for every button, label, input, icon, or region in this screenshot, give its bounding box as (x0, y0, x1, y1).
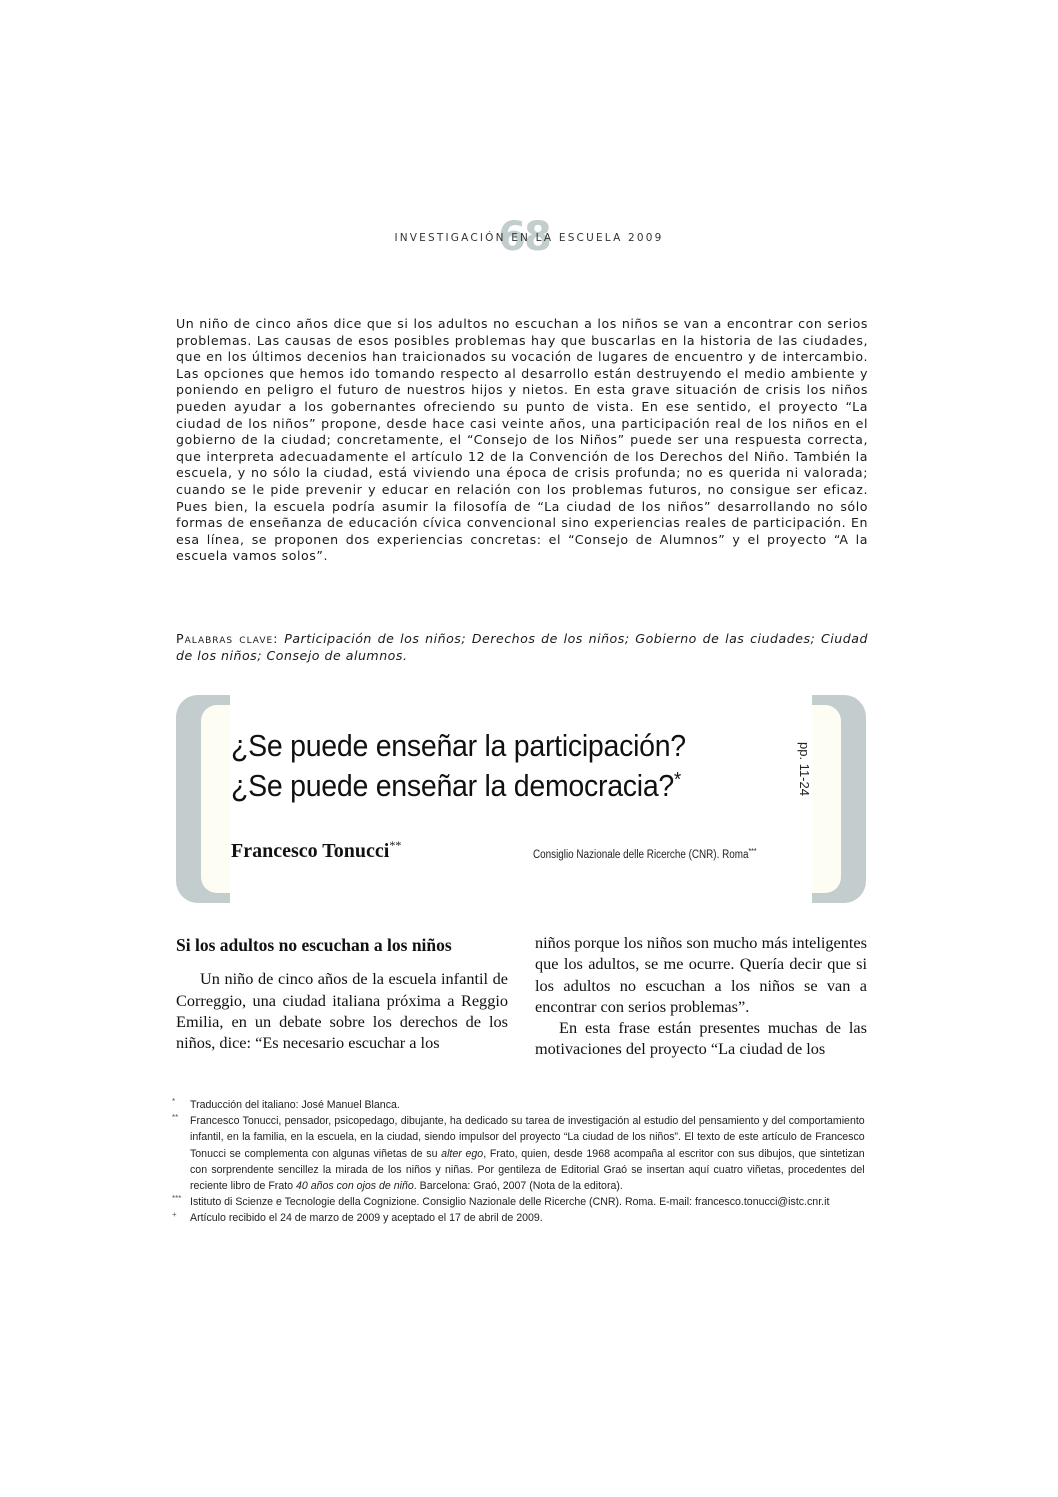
left-bracket-decoration (176, 695, 230, 903)
title-line-2-text: ¿Se puede enseñar la democracia? (231, 768, 675, 803)
footnote-book-title: 40 años con ojos de niño (295, 1180, 414, 1193)
footnote-3 (172, 1194, 868, 1210)
author-text: Francesco Tonucci (231, 840, 390, 862)
title-footnote-mark[interactable]: * (674, 769, 681, 791)
article-title (231, 728, 746, 803)
affiliation-footnote-mark[interactable]: *** (748, 847, 757, 856)
keywords-list: Participación de los niños; Derechos de los niños; Gobierno de las ciudades; Ciudad de los niños; Consejo de alumnos. (176, 631, 868, 663)
body-paragraph: Un niño de cinco años de la escuela infantil de Correggio, una ciudad italiana próxima a Reggio Emilia, en un debate sobre los derechos de los niños, dice: “Es necesario escuchar a los (176, 969, 508, 1053)
affiliation-text: Consiglio Nazionale delle Ricerche (CNR). Roma (533, 849, 749, 861)
author-name (231, 838, 401, 863)
author-footnote-mark[interactable]: ** (389, 838, 402, 852)
body-column-left (176, 935, 508, 1053)
footnote-mark: ** (172, 1113, 179, 1123)
footnote-text-part: , Frato, quien, desde 1968 acompaña al escritor con sus dibujos, que sintetizan con sorprendente sencillez la mirada de los niños y niñas. Por gentileza de Editorial Graó se insertan aquí cuatro viñetas, procedentes del reciente libro de Frato (190, 1147, 865, 1193)
footnote-text (190, 1113, 865, 1194)
page-number: 68 (498, 214, 550, 260)
footnote-text: Artículo recibido el 24 de marzo de 2009 y aceptado el 17 de abril de 2009. (190, 1212, 543, 1225)
footnote-text-part: . Barcelona: Graó, 2007 (Nota de la editora). (413, 1180, 623, 1193)
footnote-italic: alter ego (441, 1147, 484, 1160)
footnote-mark: + (172, 1210, 177, 1220)
footnote-mark: * (172, 1097, 176, 1106)
footnote-2 (172, 1113, 868, 1194)
footnote-mark: *** (172, 1194, 182, 1204)
keywords-label: Palabras clave: (176, 631, 279, 646)
body-paragraph: En esta frase están presentes muchas de las motivaciones del proyecto “La ciudad de los (535, 1018, 867, 1059)
footnote-text-part: Francesco Tonucci, pensador, psicopedago, dibujante, ha dedicado su tarea de investigación al estudio del pensamiento y del comportamiento infantil, en la familia, en la escuela, en la ciudad, siendo impulsor del proyecto “La ciudad de los niños”. El texto de este artículo de Francesco Tonucci se complementa con algunas viñetas de su (190, 1115, 865, 1160)
author-affiliation (533, 847, 757, 861)
footnote-1 (172, 1097, 868, 1113)
right-bracket-inner (812, 705, 841, 893)
footnotes (172, 1097, 868, 1227)
title-line-2 (231, 763, 746, 803)
footnote-4 (172, 1210, 868, 1226)
page-range: pp. 11-24 (797, 742, 812, 796)
footnote-text: Traducción del italiano: José Manuel Blanca. (190, 1099, 400, 1111)
abstract: Un niño de cinco años dice que si los adultos no escuchan a los niños se van a encontrar con serios problemas. Las causas de esos posibles problemas hay que buscarlas en la historia de las ciudades, que en los últimos decenios han traicionados su vocación de lugares de encuentro y de intercambio. Las opciones que hemos ido tomando respecto al desarrollo están destruyendo el medio ambiente y poniendo en peligro el futuro de nuestros hijos y nietos. En esta grave situación de crisis los niños pueden ayudar a los gobernantes ofreciendo su punto de vista. En ese sentido, el proyecto “La ciudad de los niños” propone, desde hace casi veinte años, una participación real de los niños en el gobierno de la ciudad; concretamente, el “Consejo de los Niños” puede ser una respuesta correcta, que interpreta adecuadamente el artículo 12 de la Convención de los Derechos del Niño. También la escuela, y no sólo la ciudad, está viviendo una época de crisis profunda; no es querida ni valorada; cuando se le pide prevenir y educar en relación con los problemas futuros, no consigue ser eficaz. Pues bien, la escuela podría asumir la filosofía de “La ciudad de los niños” desarrollando no sólo formas de enseñanza de educación cívica convencional sino experiencias reales de participación. En esa línea, se proponen dos experiencias concretas: el “Consejo de Alumnos” y el proyecto “A la escuela vamos solos”. (176, 316, 868, 564)
left-bracket-inner (201, 705, 230, 893)
title-line-1: ¿Se puede enseñar la participación? (231, 728, 686, 763)
keywords (176, 630, 868, 664)
body-column-right (535, 932, 867, 1060)
section-heading: Si los adultos no escuchan a los niños (176, 935, 452, 955)
footnote-text: Istituto di Scienze e Tecnologie della Cognizione. Consiglio Nazionale delle Ricerche (CNR). Roma. E-mail: francesco.tonucci@istc.cnr.it (190, 1196, 830, 1209)
right-bracket-decoration (812, 695, 866, 903)
body-paragraph-continued: niños porque los niños son mucho más inteligentes que los adultos, se me ocurre. Quería decir que si los adultos no escuchan a los niños se van a encontrar con serios problemas”. (535, 933, 867, 1016)
running-head: INVESTIGACIÓN EN LA ESCUELA 2009 (394, 232, 664, 244)
